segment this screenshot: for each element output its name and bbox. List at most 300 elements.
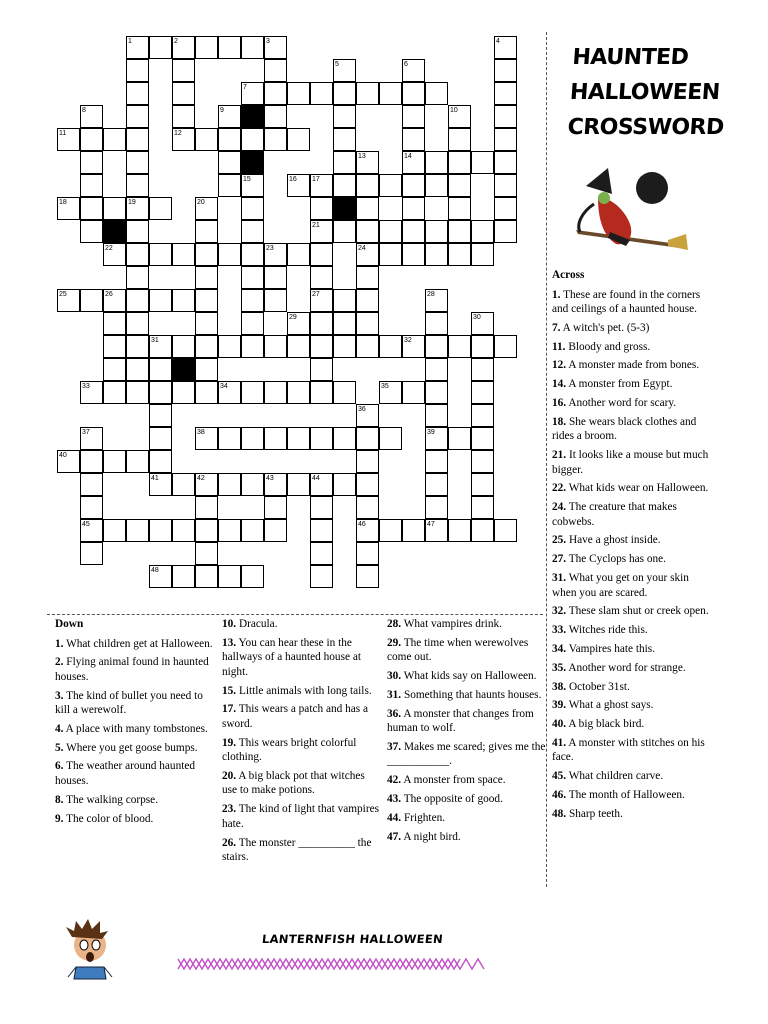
grid-cell[interactable] xyxy=(425,358,448,381)
grid-cell[interactable] xyxy=(448,427,471,450)
grid-cell[interactable] xyxy=(264,105,287,128)
grid-cell[interactable] xyxy=(356,174,379,197)
grid-cell[interactable] xyxy=(80,473,103,496)
clue-text: A big black pot that witches use to make potions. xyxy=(222,769,365,797)
grid-cell[interactable] xyxy=(471,381,494,404)
grid-cell[interactable] xyxy=(195,519,218,542)
grid-cell[interactable] xyxy=(126,335,149,358)
grid-cell[interactable] xyxy=(241,197,264,220)
grid-cell[interactable] xyxy=(195,358,218,381)
grid-cell[interactable] xyxy=(218,243,241,266)
clue-number: 22. xyxy=(552,482,567,495)
grid-cell[interactable] xyxy=(241,36,264,59)
grid-cell[interactable] xyxy=(356,82,379,105)
clue-number: 40. xyxy=(552,718,567,731)
grid-cell[interactable] xyxy=(195,335,218,358)
grid-cell[interactable] xyxy=(356,427,379,450)
clue-number: 30. xyxy=(387,670,402,683)
grid-cell[interactable] xyxy=(287,335,310,358)
cell-number: 15 xyxy=(243,176,251,183)
grid-cell[interactable] xyxy=(126,243,149,266)
grid-cell[interactable] xyxy=(195,381,218,404)
grid-cell[interactable] xyxy=(310,82,333,105)
clue-number: 19. xyxy=(222,736,237,749)
clue-number: 43. xyxy=(387,793,402,806)
grid-cell[interactable] xyxy=(195,36,218,59)
grid-cell[interactable] xyxy=(172,381,195,404)
clue-number: 31. xyxy=(552,572,567,585)
clue-item xyxy=(552,448,710,477)
grid-cell[interactable] xyxy=(425,151,448,174)
grid-cell[interactable] xyxy=(103,519,126,542)
grid-cell[interactable] xyxy=(333,427,356,450)
grid-cell[interactable] xyxy=(310,381,333,404)
grid-cell[interactable] xyxy=(494,519,517,542)
grid-cell[interactable] xyxy=(126,450,149,473)
clue-text: Little animals with long tails. xyxy=(236,684,372,697)
grid-cell[interactable] xyxy=(310,335,333,358)
clue-text: What children get at Halloween. xyxy=(63,637,213,650)
clue-number: 33. xyxy=(552,624,567,637)
grid-cell[interactable] xyxy=(103,197,126,220)
clue-number: 8. xyxy=(55,793,64,806)
grid-cell[interactable] xyxy=(126,128,149,151)
grid-cell[interactable] xyxy=(402,174,425,197)
cell-number: 30 xyxy=(473,314,481,321)
cell-number: 20 xyxy=(197,199,205,206)
grid-cell[interactable] xyxy=(264,496,287,519)
clue-item xyxy=(552,552,710,567)
grid-cell[interactable] xyxy=(126,59,149,82)
clue-text: These are found in the corners and ceilings of a haunted house. xyxy=(552,288,701,315)
clue-item xyxy=(552,340,710,355)
grid-cell[interactable] xyxy=(356,542,379,565)
grid-cell[interactable] xyxy=(356,289,379,312)
clue-text: Another word for scary. xyxy=(566,396,677,409)
grid-cell[interactable] xyxy=(448,519,471,542)
clue-text: The month of Halloween. xyxy=(566,789,685,802)
grid-cell[interactable] xyxy=(425,473,448,496)
grid-cell[interactable] xyxy=(471,220,494,243)
grid-cell[interactable] xyxy=(356,312,379,335)
grid-cell[interactable] xyxy=(195,312,218,335)
grid-cell[interactable] xyxy=(379,82,402,105)
grid-cell[interactable] xyxy=(356,220,379,243)
grid-cell[interactable] xyxy=(195,542,218,565)
grid-cell[interactable] xyxy=(471,335,494,358)
grid-cell[interactable] xyxy=(402,105,425,128)
grid-cell[interactable] xyxy=(333,128,356,151)
grid-cell[interactable] xyxy=(218,36,241,59)
grid-cell[interactable] xyxy=(149,197,172,220)
cell-number: 40 xyxy=(59,452,67,459)
grid-cell[interactable] xyxy=(402,243,425,266)
grid-cell[interactable] xyxy=(310,542,333,565)
clue-text: This wears a patch and has a sword. xyxy=(222,703,368,730)
grid-cell[interactable] xyxy=(126,105,149,128)
grid-cell[interactable] xyxy=(402,519,425,542)
cell-number: 33 xyxy=(82,383,90,390)
grid-cell[interactable] xyxy=(126,266,149,289)
clue-item xyxy=(552,321,710,336)
grid-cell[interactable] xyxy=(310,358,333,381)
grid-cell[interactable] xyxy=(241,289,264,312)
grid-cell[interactable] xyxy=(241,335,264,358)
grid-cell[interactable] xyxy=(402,82,425,105)
grid-cell[interactable] xyxy=(448,128,471,151)
grid-cell[interactable] xyxy=(149,404,172,427)
grid-cell[interactable] xyxy=(425,82,448,105)
grid-cell[interactable] xyxy=(425,174,448,197)
grid-cell[interactable] xyxy=(471,243,494,266)
grid-cell[interactable] xyxy=(218,128,241,151)
grid-cell[interactable] xyxy=(448,197,471,220)
clue-text: The kind of light that vampires hate. xyxy=(222,803,379,830)
grid-cell[interactable] xyxy=(241,565,264,588)
grid-cell[interactable] xyxy=(310,243,333,266)
grid-cell[interactable] xyxy=(287,427,310,450)
grid-cell[interactable] xyxy=(103,335,126,358)
cell-number: 4 xyxy=(496,38,500,45)
grid-cell[interactable] xyxy=(195,496,218,519)
grid-cell[interactable] xyxy=(126,519,149,542)
grid-cell[interactable] xyxy=(425,312,448,335)
grid-cell[interactable] xyxy=(241,220,264,243)
clue-text: Sharp teeth. xyxy=(566,807,623,820)
clue-number: 24. xyxy=(552,501,567,514)
grid-cell[interactable] xyxy=(310,519,333,542)
clue-number: 38. xyxy=(552,680,567,693)
grid-cell[interactable] xyxy=(310,266,333,289)
clue-text: What a ghost says. xyxy=(566,699,654,712)
grid-cell[interactable] xyxy=(425,404,448,427)
grid-cell[interactable] xyxy=(356,450,379,473)
cell-number: 48 xyxy=(151,567,159,574)
clue-item xyxy=(55,637,215,652)
grid-cell[interactable] xyxy=(172,565,195,588)
grid-cell[interactable] xyxy=(195,220,218,243)
clue-number: 14. xyxy=(552,378,567,391)
grid-cell[interactable] xyxy=(333,289,356,312)
clue-text: It looks like a mouse but much bigger. xyxy=(552,449,709,476)
grid-cell[interactable] xyxy=(126,151,149,174)
grid-cell[interactable] xyxy=(310,197,333,220)
grid-cell[interactable] xyxy=(494,220,517,243)
grid-cell[interactable] xyxy=(264,381,287,404)
grid-cell[interactable] xyxy=(80,220,103,243)
clue-item xyxy=(552,698,710,713)
grid-cell[interactable] xyxy=(264,59,287,82)
clue-text: A monster made from bones. xyxy=(566,359,700,372)
clue-number: 26. xyxy=(222,836,237,849)
grid-cell[interactable] xyxy=(264,289,287,312)
clue-number: 12. xyxy=(552,359,567,372)
grid-cell[interactable] xyxy=(425,381,448,404)
grid-cell[interactable] xyxy=(264,519,287,542)
grid-cell[interactable] xyxy=(471,404,494,427)
clue-number: 25. xyxy=(552,534,567,547)
grid-cell[interactable] xyxy=(333,151,356,174)
grid-cell[interactable] xyxy=(218,335,241,358)
grid-cell[interactable] xyxy=(80,174,103,197)
grid-cell[interactable] xyxy=(241,243,264,266)
grid-cell[interactable] xyxy=(264,128,287,151)
grid-cell[interactable] xyxy=(172,335,195,358)
clue-text: This wears bright colorful clothing. xyxy=(222,736,357,764)
grid-cell[interactable] xyxy=(80,542,103,565)
grid-cell[interactable] xyxy=(103,358,126,381)
grid-cell[interactable] xyxy=(241,519,264,542)
grid-cell[interactable] xyxy=(195,289,218,312)
grid-cell[interactable] xyxy=(379,174,402,197)
grid-cell[interactable] xyxy=(356,565,379,588)
grid-cell[interactable] xyxy=(218,565,241,588)
black-square xyxy=(333,197,356,220)
grid-cell[interactable] xyxy=(494,174,517,197)
clue-number: 4. xyxy=(55,722,64,735)
grid-cell[interactable] xyxy=(379,519,402,542)
grid-cell[interactable] xyxy=(126,82,149,105)
grid-cell[interactable] xyxy=(356,496,379,519)
grid-cell[interactable] xyxy=(103,128,126,151)
grid-cell[interactable] xyxy=(471,427,494,450)
cell-number: 42 xyxy=(197,475,205,482)
down-clues-col3 xyxy=(387,617,547,848)
grid-cell[interactable] xyxy=(333,312,356,335)
clue-number: 35. xyxy=(552,661,567,674)
cell-number: 9 xyxy=(220,107,224,114)
grid-cell[interactable] xyxy=(494,59,517,82)
grid-cell[interactable] xyxy=(471,151,494,174)
black-square xyxy=(172,358,195,381)
grid-cell[interactable] xyxy=(402,220,425,243)
grid-cell[interactable] xyxy=(80,289,103,312)
grid-cell[interactable] xyxy=(218,519,241,542)
grid-cell[interactable] xyxy=(149,36,172,59)
grid-cell[interactable] xyxy=(494,82,517,105)
clue-text: What children carve. xyxy=(566,770,664,783)
clue-item xyxy=(552,358,710,373)
grid-cell[interactable] xyxy=(241,128,264,151)
grid-cell[interactable] xyxy=(333,473,356,496)
cell-number: 5 xyxy=(335,61,339,68)
grid-cell[interactable] xyxy=(149,427,172,450)
grid-cell[interactable] xyxy=(218,151,241,174)
cell-number: 11 xyxy=(59,130,67,137)
grid-cell[interactable] xyxy=(149,381,172,404)
grid-cell[interactable] xyxy=(287,381,310,404)
grid-cell[interactable] xyxy=(333,220,356,243)
clue-text: She wears black clothes and rides a broom. xyxy=(552,415,697,443)
black-square xyxy=(103,220,126,243)
grid-cell[interactable] xyxy=(241,312,264,335)
grid-cell[interactable] xyxy=(356,473,379,496)
grid-cell[interactable] xyxy=(333,174,356,197)
grid-cell[interactable] xyxy=(172,82,195,105)
grid-cell[interactable] xyxy=(379,335,402,358)
clue-text: The walking corpse. xyxy=(63,793,159,806)
cell-number: 2 xyxy=(174,38,178,45)
grid-cell[interactable] xyxy=(80,450,103,473)
grid-cell[interactable] xyxy=(103,450,126,473)
grid-cell[interactable] xyxy=(126,381,149,404)
grid-cell[interactable] xyxy=(172,105,195,128)
grid-cell[interactable] xyxy=(264,427,287,450)
grid-cell[interactable] xyxy=(80,496,103,519)
grid-cell[interactable] xyxy=(471,450,494,473)
grid-cell[interactable] xyxy=(448,335,471,358)
grid-cell[interactable] xyxy=(425,496,448,519)
grid-cell[interactable] xyxy=(494,105,517,128)
clue-text: Flying animal found in haunted houses. xyxy=(55,656,209,683)
grid-cell[interactable] xyxy=(425,450,448,473)
grid-cell[interactable] xyxy=(287,128,310,151)
grid-cell[interactable] xyxy=(126,174,149,197)
grid-cell[interactable] xyxy=(172,59,195,82)
clue-item xyxy=(222,836,382,865)
clue-number: 21. xyxy=(552,449,567,462)
grid-cell[interactable] xyxy=(333,82,356,105)
clue-item xyxy=(552,604,710,619)
clue-number: 18. xyxy=(552,415,567,428)
grid-cell[interactable] xyxy=(195,243,218,266)
clue-number: 45. xyxy=(552,770,567,783)
cell-number: 7 xyxy=(243,84,247,91)
cell-number: 31 xyxy=(151,337,159,344)
grid-cell[interactable] xyxy=(195,266,218,289)
grid-cell[interactable] xyxy=(218,174,241,197)
grid-cell[interactable] xyxy=(241,266,264,289)
grid-cell[interactable] xyxy=(264,266,287,289)
cell-number: 28 xyxy=(427,291,435,298)
grid-cell[interactable] xyxy=(126,358,149,381)
grid-cell[interactable] xyxy=(356,266,379,289)
clue-text: Frighten. xyxy=(401,811,446,824)
grid-cell[interactable] xyxy=(448,220,471,243)
clue-number: 48. xyxy=(552,807,567,820)
clue-item xyxy=(552,571,710,600)
grid-cell[interactable] xyxy=(494,335,517,358)
clue-text: The time when werewolves come out. xyxy=(387,636,529,664)
grid-cell[interactable] xyxy=(471,358,494,381)
clue-item xyxy=(55,812,215,827)
grid-cell[interactable] xyxy=(264,335,287,358)
clue-item xyxy=(222,617,382,632)
grid-cell[interactable] xyxy=(425,243,448,266)
grid-cell[interactable] xyxy=(310,496,333,519)
grid-cell[interactable] xyxy=(402,381,425,404)
grid-cell[interactable] xyxy=(310,565,333,588)
grid-cell[interactable] xyxy=(149,519,172,542)
grid-cell[interactable] xyxy=(356,197,379,220)
grid-cell[interactable] xyxy=(448,151,471,174)
grid-cell[interactable] xyxy=(172,473,195,496)
grid-cell[interactable] xyxy=(494,197,517,220)
clue-number: 31. xyxy=(387,688,402,701)
clue-text: The Cyclops has one. xyxy=(566,553,667,566)
grid-cell[interactable] xyxy=(333,335,356,358)
grid-cell[interactable] xyxy=(126,312,149,335)
grid-cell[interactable] xyxy=(402,128,425,151)
grid-cell[interactable] xyxy=(471,473,494,496)
down-clues-col2 xyxy=(222,617,382,869)
grid-cell[interactable] xyxy=(448,174,471,197)
grid-cell[interactable] xyxy=(172,289,195,312)
grid-cell[interactable] xyxy=(149,358,172,381)
grid-cell[interactable] xyxy=(218,473,241,496)
grid-cell[interactable] xyxy=(241,427,264,450)
grid-cell[interactable] xyxy=(149,450,172,473)
clue-text: A big black bird. xyxy=(566,718,645,731)
grid-cell[interactable] xyxy=(425,220,448,243)
cell-number: 26 xyxy=(105,291,113,298)
title-line-2: HALLOWEEN xyxy=(569,80,721,105)
grid-cell[interactable] xyxy=(80,128,103,151)
clue-item xyxy=(552,623,710,638)
grid-cell[interactable] xyxy=(149,289,172,312)
grid-cell[interactable] xyxy=(494,151,517,174)
clue-number: 1. xyxy=(552,288,561,301)
across-heading: Across xyxy=(552,269,585,281)
grid-cell[interactable] xyxy=(287,243,310,266)
puzzle-title xyxy=(566,40,725,145)
grid-cell[interactable] xyxy=(172,243,195,266)
grid-cell[interactable] xyxy=(126,289,149,312)
grid-cell[interactable] xyxy=(195,565,218,588)
grid-cell[interactable] xyxy=(379,220,402,243)
clue-number: 44. xyxy=(387,811,402,824)
clue-item xyxy=(222,702,382,731)
grid-cell[interactable] xyxy=(149,243,172,266)
black-square xyxy=(241,151,264,174)
clue-item xyxy=(552,661,710,676)
clue-item xyxy=(552,377,710,392)
grid-cell[interactable] xyxy=(287,82,310,105)
grid-cell[interactable] xyxy=(103,381,126,404)
clue-text: A monster with stitches on his face. xyxy=(552,736,705,764)
grid-cell[interactable] xyxy=(448,243,471,266)
grid-cell[interactable] xyxy=(379,243,402,266)
grid-cell[interactable] xyxy=(195,128,218,151)
grid-cell[interactable] xyxy=(310,427,333,450)
grid-cell[interactable] xyxy=(471,496,494,519)
grid-cell[interactable] xyxy=(218,427,241,450)
grid-cell[interactable] xyxy=(494,128,517,151)
grid-cell[interactable] xyxy=(333,381,356,404)
grid-cell[interactable] xyxy=(80,197,103,220)
grid-cell[interactable] xyxy=(287,473,310,496)
grid-cell[interactable] xyxy=(241,473,264,496)
grid-cell[interactable] xyxy=(80,151,103,174)
grid-cell[interactable] xyxy=(356,335,379,358)
grid-cell[interactable] xyxy=(402,197,425,220)
grid-cell[interactable] xyxy=(471,519,494,542)
clue-item xyxy=(387,707,547,736)
clue-number: 47. xyxy=(387,830,402,843)
clue-item xyxy=(55,793,215,808)
grid-cell[interactable] xyxy=(172,519,195,542)
grid-cell[interactable] xyxy=(126,220,149,243)
grid-cell[interactable] xyxy=(310,312,333,335)
black-square xyxy=(241,105,264,128)
grid-cell[interactable] xyxy=(241,381,264,404)
grid-cell[interactable] xyxy=(103,312,126,335)
cell-number: 36 xyxy=(358,406,366,413)
grid-cell[interactable] xyxy=(425,335,448,358)
grid-cell[interactable] xyxy=(333,105,356,128)
grid-cell[interactable] xyxy=(379,427,402,450)
grid-cell[interactable] xyxy=(264,82,287,105)
